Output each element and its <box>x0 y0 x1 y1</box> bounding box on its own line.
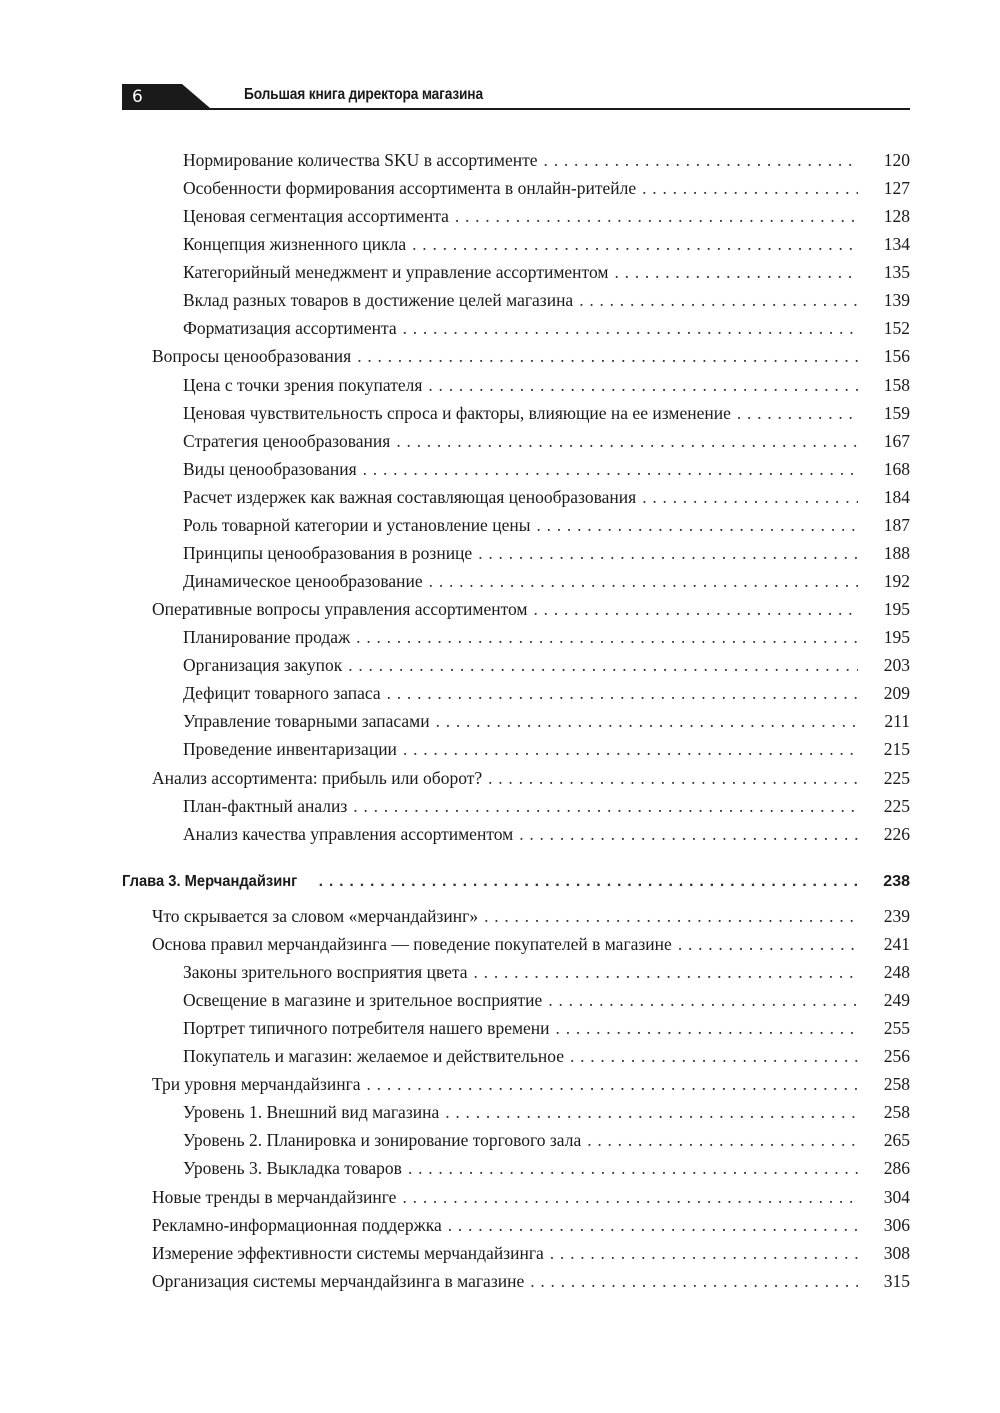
toc-entry-title: Принципы ценообразования в рознице <box>183 543 473 563</box>
toc-entry-page: 225 <box>883 768 910 788</box>
toc-leader-dots <box>429 568 858 594</box>
toc-entry-page: 159 <box>883 403 910 423</box>
toc-leader-dots <box>614 259 858 285</box>
toc-entry-page: 187 <box>883 515 910 535</box>
toc-entry <box>183 568 910 594</box>
toc-entry-page: 195 <box>883 627 910 647</box>
toc-entry-page: 315 <box>883 1271 910 1291</box>
toc-entry-page: 248 <box>883 962 910 982</box>
toc-leader-dots <box>403 736 858 762</box>
toc-leader-dots <box>488 765 858 791</box>
toc-entry-title: Стратегия ценообразования <box>183 431 391 451</box>
toc-leader-dots <box>587 1127 858 1153</box>
toc-leader-dots <box>474 959 858 985</box>
toc-entry-title: Организация закупок <box>183 655 343 675</box>
toc-entry <box>183 175 910 201</box>
toc-entry-page: 152 <box>883 318 910 338</box>
toc-leader-dots <box>436 708 858 734</box>
toc-entry-page: 304 <box>883 1187 910 1207</box>
toc-entry-page: 134 <box>883 234 910 254</box>
toc-leader-dots <box>556 1015 858 1041</box>
toc-entry <box>183 231 910 257</box>
toc-entry-title: Дефицит товарного запаса <box>183 683 381 703</box>
toc-entry <box>183 315 910 341</box>
toc-entry-title: Концепция жизненного цикла <box>183 234 407 254</box>
toc-entry-page: 241 <box>883 934 910 954</box>
toc-leader-dots <box>363 456 858 482</box>
toc-entry-page: 265 <box>883 1130 910 1150</box>
toc-entry-title: Основа правил мерчандайзинга — поведение покупателей в магазине <box>152 934 672 954</box>
toc-entry-title: Форматизация ассортимента <box>183 318 397 338</box>
toc-entry-page: 308 <box>883 1243 910 1263</box>
toc-leader-dots <box>534 596 859 622</box>
toc-entry <box>183 484 910 510</box>
toc-entry <box>183 1015 910 1041</box>
toc-entry-title: Управление товарными запасами <box>183 711 430 731</box>
toc-leader-dots <box>570 1043 858 1069</box>
toc-entry <box>183 428 910 454</box>
toc-entry <box>183 372 910 398</box>
toc-leader-dots <box>550 1240 858 1266</box>
toc-entry-title: Освещение в магазине и зрительное восприятие <box>183 990 543 1010</box>
toc-entry <box>183 540 910 566</box>
toc-entry-title: Планирование продаж <box>183 627 351 647</box>
toc-entry-title: Новые тренды в мерчандайзинге <box>152 1187 397 1207</box>
toc-entry-page: 168 <box>883 459 910 479</box>
toc-entry-page: 225 <box>883 796 910 816</box>
toc-entry-title: Анализ ассортимента: прибыль или оборот? <box>152 768 483 788</box>
toc-leader-dots <box>448 1212 858 1238</box>
toc-entry-title: Анализ качества управления ассортиментом <box>183 824 514 844</box>
toc-entry-title: Динамическое ценообразование <box>183 571 423 591</box>
toc-leader-dots <box>348 652 858 678</box>
toc-leader-dots <box>642 484 858 510</box>
toc-entry-page: 249 <box>883 990 910 1010</box>
toc-entry <box>152 1268 910 1294</box>
toc-entry-page: 255 <box>883 1018 910 1038</box>
toc-entry-page: 128 <box>883 206 910 226</box>
toc-leader-dots <box>353 793 858 819</box>
toc-entry-title: Цена с точки зрения покупателя <box>183 375 423 395</box>
toc-entry-title: Портрет типичного потребителя нашего времени <box>183 1018 550 1038</box>
toc-entry-title: Ценовая чувствительность спроса и факторы, влияющие на ее изменение <box>183 403 731 423</box>
toc-entry <box>183 1127 910 1153</box>
running-title: Большая книга директора магазина <box>244 86 483 103</box>
toc-entry-title: План-фактный анализ <box>183 796 348 816</box>
toc-entry-title: Ценовая сегментация ассортимента <box>183 206 449 226</box>
toc-entry-page: 158 <box>883 375 910 395</box>
toc-entry-title: Расчет издержек как важная составляющая ценообразования <box>183 487 637 507</box>
toc-entry-page: 211 <box>884 711 910 731</box>
toc-entry-title: Законы зрительного восприятия цвета <box>183 962 468 982</box>
toc-leader-dots <box>579 287 858 313</box>
toc-entry-title: Вклад разных товаров в достижение целей магазина <box>183 290 574 310</box>
toc-chapter-entry <box>122 869 910 895</box>
toc-entry-page: 167 <box>883 431 910 451</box>
toc-entry-page: 120 <box>883 150 910 170</box>
toc-entry <box>152 1184 910 1210</box>
toc-entry-title: Что скрывается за словом «мерчандайзинг» <box>152 906 479 926</box>
toc-entry-page: 127 <box>883 178 910 198</box>
toc-leader-dots <box>519 821 858 847</box>
toc-leader-dots <box>536 512 858 538</box>
toc-leader-dots <box>445 1099 858 1125</box>
toc-leader-dots <box>356 624 858 650</box>
toc-entry-title: Покупатель и магазин: желаемое и действительное <box>183 1046 564 1066</box>
toc-entry-page: 184 <box>883 487 910 507</box>
toc-entry-title: Рекламно-информационная поддержка <box>152 1215 442 1235</box>
toc-entry-title: Категорийный менеджмент и управление ассортиментом <box>183 262 609 282</box>
toc-entry-page: 139 <box>883 290 910 310</box>
toc-entry <box>183 624 910 650</box>
toc-entry-page: 195 <box>883 599 910 619</box>
toc-leader-dots <box>678 931 858 957</box>
toc-entry <box>152 1240 910 1266</box>
toc-entry <box>183 203 910 229</box>
toc-entry-page: 306 <box>883 1215 910 1235</box>
toc-entry-title: Особенности формирования ассортимента в онлайн-ритейле <box>183 178 637 198</box>
toc-entry-page: 258 <box>883 1074 910 1094</box>
toc-leader-dots <box>357 343 858 369</box>
toc-leader-dots <box>530 1268 858 1294</box>
toc-entry-title: Проведение инвентаризации <box>183 739 397 759</box>
toc-leader-dots <box>403 315 858 341</box>
toc-entry-page: 135 <box>883 262 910 282</box>
toc-entry <box>152 596 910 622</box>
toc-entry-page: 215 <box>883 739 910 759</box>
toc-entry <box>183 287 910 313</box>
toc-entry <box>183 400 910 426</box>
toc-entry-page: 192 <box>883 571 910 591</box>
toc-entry-title: Оперативные вопросы управления ассортиментом <box>152 599 528 619</box>
toc-entry-page: 286 <box>883 1158 910 1178</box>
toc-entry-page: 156 <box>883 346 910 366</box>
toc-entry-page: 226 <box>883 824 910 844</box>
toc-entry <box>152 765 910 791</box>
toc-leader-dots <box>455 203 858 229</box>
toc-entry-page: 238 <box>883 873 910 890</box>
toc-leader-dots <box>402 1184 858 1210</box>
toc-leader-dots <box>484 903 858 929</box>
toc-leader-dots <box>737 400 858 426</box>
toc-entry-title: Глава 3. Мерчандайзинг <box>122 873 298 890</box>
toc-entry-page: 239 <box>883 906 910 926</box>
toc-entry <box>183 1043 910 1069</box>
toc-entry <box>183 1155 910 1181</box>
toc-entry <box>183 652 910 678</box>
toc-entry-title: Организация системы мерчандайзинга в магазине <box>152 1271 525 1291</box>
toc-leader-dots <box>478 540 858 566</box>
toc-entry <box>183 456 910 482</box>
toc-leader-dots <box>367 1071 858 1097</box>
toc-entry-title: Роль товарной категории и установление цены <box>183 515 531 535</box>
toc-leader-dots <box>396 428 858 454</box>
toc-entry <box>152 931 910 957</box>
toc-entry-title: Измерение эффективности системы мерчандайзинга <box>152 1243 544 1263</box>
toc-leader-dots <box>412 231 858 257</box>
toc-entry-page: 203 <box>883 655 910 675</box>
toc-entry-page: 256 <box>883 1046 910 1066</box>
toc-entry-title: Уровень 1. Внешний вид магазина <box>183 1102 440 1122</box>
toc-leader-dots <box>408 1155 858 1181</box>
toc-entry-title: Нормирование количества SKU в ассортименте <box>183 150 538 170</box>
toc-entry <box>183 259 910 285</box>
toc-leader-dots <box>548 987 858 1013</box>
toc-entry <box>152 903 910 929</box>
page-number: 6 <box>132 87 143 107</box>
toc-entry <box>152 343 910 369</box>
toc-leader-dots <box>642 175 858 201</box>
toc-entry-title: Виды ценообразования <box>183 459 357 479</box>
toc-leader-dots <box>319 869 858 895</box>
toc-entry <box>183 987 910 1013</box>
toc-entry <box>183 147 910 173</box>
toc-entry <box>183 821 910 847</box>
toc-entry <box>183 793 910 819</box>
toc-entry <box>152 1212 910 1238</box>
toc-entry <box>183 512 910 538</box>
toc-entry-title: Уровень 2. Планировка и зонирование торгового зала <box>183 1130 582 1150</box>
toc-leader-dots <box>544 147 858 173</box>
toc-entry <box>152 1071 910 1097</box>
toc-entry <box>183 959 910 985</box>
toc-entry <box>183 680 910 706</box>
toc-entry-title: Три уровня мерчандайзинга <box>152 1074 361 1094</box>
toc-entry-page: 258 <box>883 1102 910 1122</box>
toc-entry <box>183 708 910 734</box>
toc-leader-dots <box>428 372 858 398</box>
toc-entry-page: 209 <box>883 683 910 703</box>
toc-entry-page: 188 <box>883 543 910 563</box>
toc-entry <box>183 1099 910 1125</box>
toc-entry-title: Уровень 3. Выкладка товаров <box>183 1158 402 1178</box>
toc-entry <box>183 736 910 762</box>
toc-entry-title: Вопросы ценообразования <box>152 346 352 366</box>
toc-leader-dots <box>387 680 858 706</box>
